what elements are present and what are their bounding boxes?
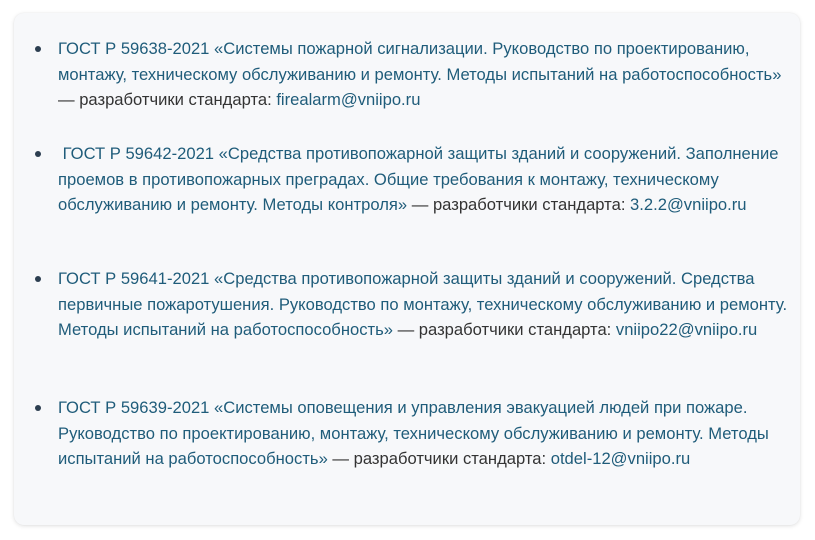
standard-link-gost-59639[interactable]: ГОСТ Р 59639-2021 «Системы оповещения и управления эвакуацией людей при пожаре. Руководство по проектированию, монтажу, техническому обслуживанию и ремонту. Методы испытаний на работоспособность» <box>58 398 769 468</box>
email-link-firealarm[interactable]: firealarm@vniipo.ru <box>276 90 421 109</box>
list-item-gost-59642 <box>58 141 788 218</box>
standards-card <box>14 13 800 525</box>
developers-label: — разработчики стандарта: <box>392 320 616 339</box>
list-item-gost-59639 <box>58 395 788 472</box>
bullet-icon <box>35 46 41 52</box>
list-item-gost-59638 <box>58 36 788 113</box>
standard-link-gost-59638[interactable]: ГОСТ Р 59638-2021 «Системы пожарной сигнализации. Руководство по проектированию, монтажу, техническому обслуживанию и ремонту. Методы испытаний на работоспособность» <box>58 39 782 84</box>
bullet-icon <box>35 151 41 157</box>
email-link-vniipo22[interactable]: vniipo22@vniipo.ru <box>615 320 758 339</box>
bullet-icon <box>35 405 41 411</box>
email-link-3-2-2[interactable]: 3.2.2@vniipo.ru <box>630 195 747 214</box>
developers-label: — разработчики стандарта: <box>58 90 277 109</box>
developers-label: — разработчики стандарта: <box>327 449 551 468</box>
email-link-otdel-12[interactable]: otdel-12@vniipo.ru <box>550 449 691 468</box>
list-item-gost-59641 <box>58 266 788 343</box>
standard-link-gost-59642[interactable]: ГОСТ Р 59642-2021 «Средства противопожарной защиты зданий и сооружений. Заполнение проемов в противопожарных преградах. Общие требования к монтажу, техническому обслуживанию и ремонту. Методы контроля» <box>58 144 779 214</box>
developers-label: — разработчики стандарта: <box>407 195 631 214</box>
bullet-icon <box>35 276 41 282</box>
standard-link-gost-59641[interactable]: ГОСТ Р 59641-2021 «Средства противопожарной защиты зданий и сооружений. Средства первичные пожаротушения. Руководство по монтажу, техническому обслуживанию и ремонту. Методы испытаний на работоспособность» <box>58 269 788 339</box>
